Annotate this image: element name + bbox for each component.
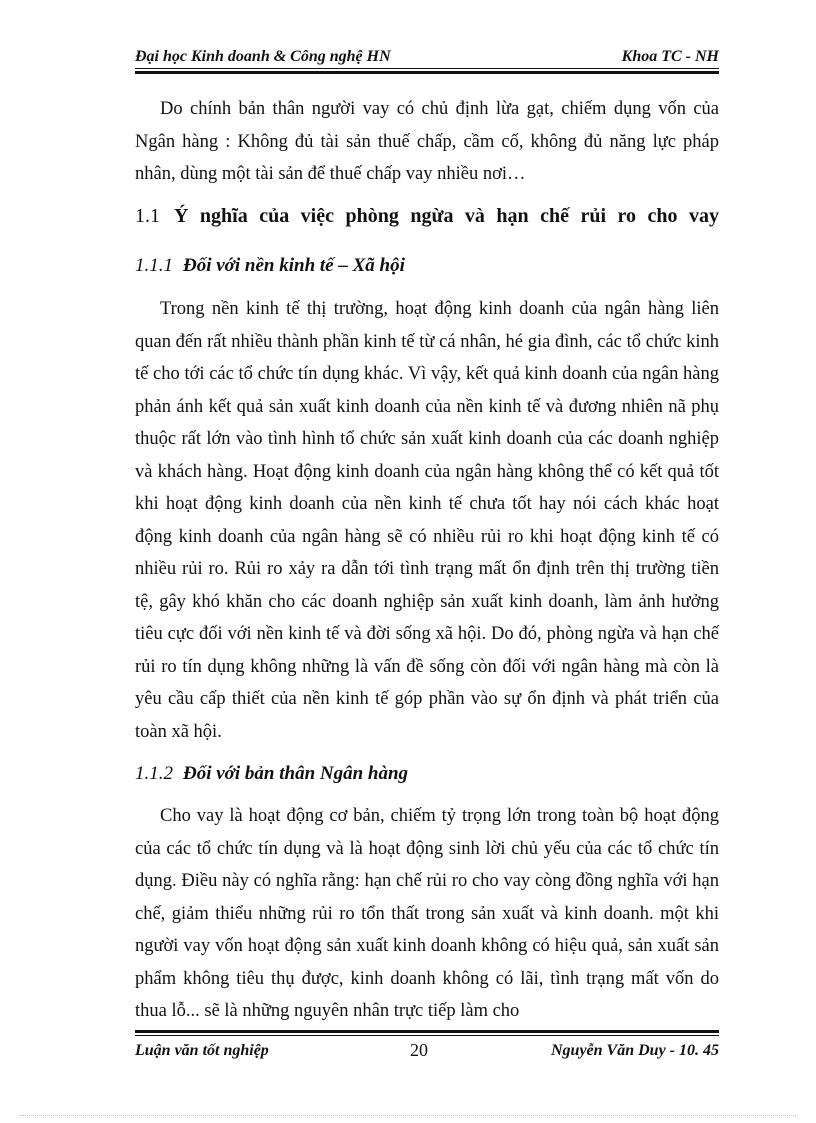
subsection-heading-1-1-2 xyxy=(135,763,408,785)
section-heading-1-1 xyxy=(135,205,719,228)
page-edge-divider xyxy=(20,1115,796,1116)
footer-rule-thick xyxy=(135,1030,719,1033)
page-header xyxy=(135,46,719,68)
header-faculty: Khoa TC - NH xyxy=(621,48,719,65)
intro-paragraph: Do chính bản thân người vay có chủ định lừa gạt, chiếm dụng vốn của Ngân hàng : Không đủ tài sản thuế chấp, cầm cố, không đủ năng lực pháp nhân, dùng một tài sản để thuế chấp vay nhiều nơi… xyxy=(135,99,719,184)
section-number: 1.1 xyxy=(135,205,160,227)
section-1-1-2-paragraph: Cho vay là hoạt động cơ bản, chiếm tỷ trọng lớn trong toàn bộ hoạt động của các tổ chức tín dụng và là hoạt động sinh lời chủ yếu của các tổ chức tín dụng. Điều này có nghĩa rằng: hạn chế rủi ro cho vay còng đồng nghĩa với hạn chế, giảm thiểu những rủi ro tổn thất trong sản xuất và kinh doanh. một khi người vay vốn hoạt động sản xuất kinh doanh không có hiệu quả, sản xuất sản phẩm không tiêu thụ được, kinh doanh không có lãi, tình trạng mất vốn do thua lỗ... sẽ là những nguyên nhân trực tiếp làm cho xyxy=(135,806,719,1021)
subsection-title: Đối với nền kinh tế – Xã hội xyxy=(183,255,405,276)
header-rule-thick xyxy=(135,71,719,74)
footer-thesis-label: Luận văn tốt nghiệp xyxy=(135,1042,269,1059)
subsection-number: 1.1.1 xyxy=(135,255,173,276)
page-footer xyxy=(135,1040,719,1062)
subsection-number: 1.1.2 xyxy=(135,763,173,784)
footer-rule-thin xyxy=(135,1035,719,1036)
section-title: Ý nghĩa của việc phòng ngừa và hạn chế rủi ro cho vay xyxy=(174,205,719,227)
subsection-heading-1-1-1 xyxy=(135,255,405,277)
section-1-1-2-body xyxy=(135,800,719,1028)
section-1-1-1-body xyxy=(135,293,719,748)
section-1-1-1-paragraph: Trong nền kinh tế thị trường, hoạt động kinh doanh của ngân hàng liên quan đến rất nhiều thành phần kinh tế từ cá nhân, hé gia đình, các tổ chức kinh tế cho tới các tổ chức tín dụng khác. Vì vậy, kết quả kinh doanh của ngân hàng phản ánh kết quả sản xuất kinh doanh của nền kinh tế và đương nhiên nã phụ thuộc rất lớn vào tình hình tổ chức sản xuất kinh doanh của các doanh nghiệp và khách hàng. Hoạt động kinh doanh của ngân hàng không thể có kết quả tốt khi hoạt động kinh doanh của nền kinh tế chưa tốt hay nói cách khác hoạt động kinh doanh của ngân hàng sẽ có nhiều rủi ro khi hoạt động kinh tế có nhiều rủi ro. Rủi ro xảy ra dẫn tới tình trạng mất ổn định trên thị trường tiền tệ, gây khó khăn cho các doanh nghiệp sản xuất kinh doanh, làm ảnh hưởng tiêu cực đối với nền kinh tế và đời sống xã hội. Do đó, phòng ngừa và hạn chế rủi ro tín dụng không những là vấn đề sống còn đối với ngân hàng mà còn là yêu cầu cấp thiết của nền kinh tế góp phần vào sự ổn định và phát triển của toàn xã hội. xyxy=(135,299,719,742)
intro-block xyxy=(135,93,719,191)
footer-author: Nguyễn Văn Duy - 10. 45 xyxy=(550,1042,719,1059)
subsection-title: Đối với bản thân Ngân hàng xyxy=(183,763,409,784)
header-university: Đại học Kinh doanh & Công nghệ HN xyxy=(135,48,391,65)
header-rule-thin xyxy=(135,68,719,69)
page-number: 20 xyxy=(410,1040,428,1060)
